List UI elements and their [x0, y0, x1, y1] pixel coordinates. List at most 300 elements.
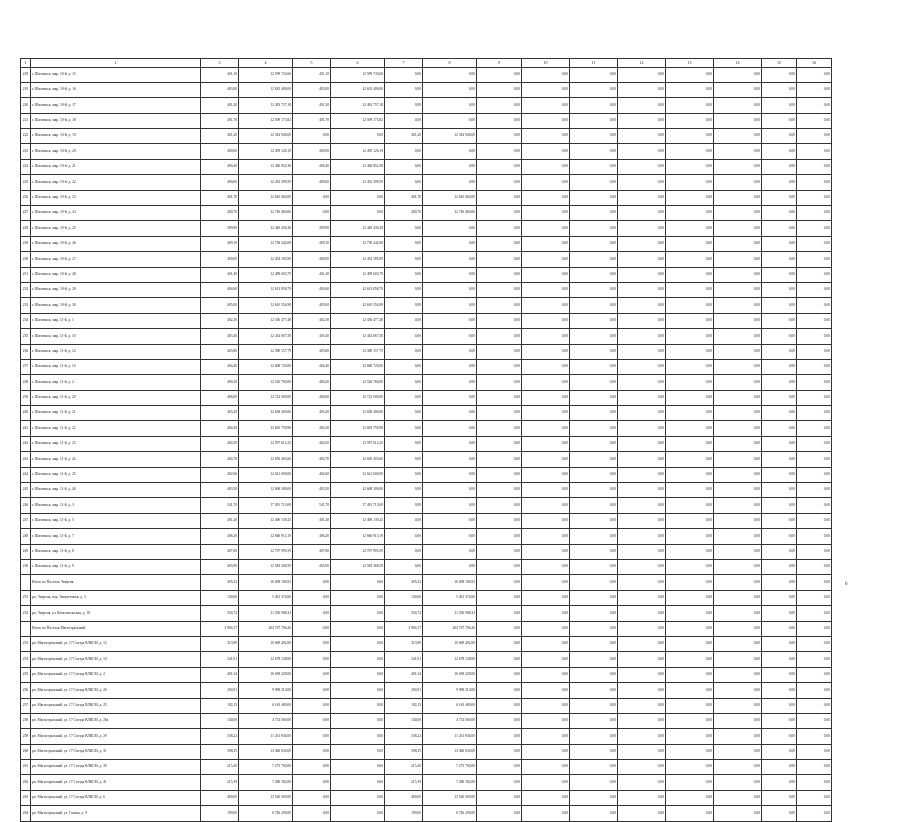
value-cell: 495,52 — [385, 575, 423, 590]
value-cell: 0,00 — [666, 375, 714, 390]
value-cell: 0,00 — [331, 606, 385, 621]
row-index-cell: 254 — [21, 652, 31, 667]
value-cell: 401,10 — [293, 67, 331, 82]
value-cell: 0,00 — [797, 790, 832, 805]
value-cell: 0,00 — [714, 221, 762, 236]
value-cell: 0,00 — [522, 575, 570, 590]
value-cell: 400,70 — [385, 206, 423, 221]
value-cell: 12 452 399,59 — [331, 175, 385, 190]
value-cell: 0,00 — [666, 575, 714, 590]
value-cell: 0,00 — [797, 344, 832, 359]
value-cell: 0,00 — [423, 82, 477, 97]
value-cell: 0,00 — [618, 236, 666, 251]
value-cell: 403,90 — [293, 560, 331, 575]
row-index-cell — [21, 575, 31, 590]
value-cell: 0,00 — [762, 98, 797, 113]
address-cell: рп. Магистральный, ул. 17 Съезда ВЛКСМ, д. 29 — [31, 729, 201, 744]
value-cell: 0,00 — [618, 159, 666, 174]
value-cell: 0,00 — [714, 113, 762, 128]
value-cell: 17 491 713,69 — [239, 498, 293, 513]
table-row — [21, 744, 832, 759]
row-index-cell: 238 — [21, 375, 31, 390]
value-cell: 0,00 — [762, 698, 797, 713]
row-index-cell: 260 — [21, 744, 31, 759]
value-cell: 0,00 — [423, 406, 477, 421]
value-cell: 0,00 — [385, 390, 423, 405]
value-cell: 0,00 — [423, 113, 477, 128]
value-cell: 0,00 — [331, 806, 385, 821]
value-cell: 0,00 — [293, 606, 331, 621]
value-cell: 140,00 — [201, 713, 239, 728]
value-cell: 12 583 368,59 — [239, 560, 293, 575]
value-cell: 0,00 — [522, 267, 570, 282]
value-cell: 7 273 760,00 — [239, 760, 293, 775]
value-cell: 0,00 — [293, 206, 331, 221]
value-cell: 401,20 — [293, 513, 331, 528]
value-cell: 7 280 182,00 — [239, 775, 293, 790]
row-index-cell: 232 — [21, 282, 31, 297]
value-cell: 7 273 760,00 — [423, 760, 477, 775]
table-row — [21, 390, 832, 405]
value-cell: 0,00 — [477, 190, 522, 205]
value-cell: 0,00 — [477, 144, 522, 159]
value-cell: 0,00 — [618, 790, 666, 805]
value-cell: 0,00 — [618, 436, 666, 451]
value-cell: 0,00 — [570, 452, 618, 467]
value-cell: 0,00 — [522, 698, 570, 713]
value-cell: 0,00 — [714, 313, 762, 328]
value-cell: 0,00 — [331, 206, 385, 221]
column-number-cell: 14 — [714, 59, 762, 68]
value-cell: 11 256 968,32 — [423, 606, 477, 621]
value-cell: 0,00 — [797, 529, 832, 544]
value-cell: 0,00 — [522, 436, 570, 451]
value-cell: 140,00 — [385, 713, 423, 728]
value-cell: 0,00 — [714, 806, 762, 821]
value-cell: 12 650 403,60 — [239, 452, 293, 467]
value-cell: 0,00 — [618, 329, 666, 344]
value-cell: 0,00 — [618, 406, 666, 421]
value-cell: 12 610 554,98 — [331, 298, 385, 313]
value-cell: 0,00 — [666, 452, 714, 467]
value-cell: 0,00 — [797, 129, 832, 144]
value-cell: 0,00 — [714, 775, 762, 790]
value-cell: 0,00 — [570, 375, 618, 390]
column-number-cell: 10 — [522, 59, 570, 68]
table-row — [21, 498, 832, 513]
value-cell: 0,00 — [522, 544, 570, 559]
value-cell: 0,00 — [477, 390, 522, 405]
table-row — [21, 806, 832, 821]
value-cell: 0,00 — [522, 560, 570, 575]
table-row — [21, 606, 832, 621]
value-cell: 401,40 — [293, 267, 331, 282]
value-cell: 0,00 — [477, 498, 522, 513]
value-cell: 0,00 — [797, 298, 832, 313]
value-cell: 404,50 — [293, 436, 331, 451]
value-cell: 0,00 — [714, 683, 762, 698]
value-cell: 406,00 — [293, 390, 331, 405]
value-cell: 0,00 — [331, 590, 385, 605]
address-cell: г. Шахтинск, мкр. 11-й, д. 1 — [31, 313, 201, 328]
value-cell: 0,00 — [666, 806, 714, 821]
value-cell: 6 165 480,00 — [239, 698, 293, 713]
value-cell: 0,00 — [570, 67, 618, 82]
value-cell: 0,00 — [522, 206, 570, 221]
value-cell: 6 165 480,00 — [423, 698, 477, 713]
value-cell: 0,00 — [762, 744, 797, 759]
value-cell: 0,00 — [797, 713, 832, 728]
row-index-cell: 225 — [21, 175, 31, 190]
row-index-cell: 246 — [21, 498, 31, 513]
address-cell: г. Шахтинск, мкр. 10-й, д. 21 — [31, 159, 201, 174]
value-cell: 0,00 — [618, 206, 666, 221]
value-cell: 0,00 — [666, 713, 714, 728]
value-cell: 404,70 — [293, 452, 331, 467]
row-index-cell: 241 — [21, 421, 31, 436]
value-cell: 0,00 — [797, 590, 832, 605]
value-cell: 294,91 — [385, 683, 423, 698]
value-cell: 11 431 836,00 — [239, 729, 293, 744]
address-cell: рп. Магистральный, ул. 17 Съезда ВЛКСМ, д. 14 — [31, 652, 201, 667]
value-cell: 403,00 — [201, 82, 239, 97]
value-cell: 404,40 — [201, 359, 239, 374]
value-cell: 0,00 — [331, 775, 385, 790]
value-cell: 12 613 858,79 — [239, 282, 293, 297]
value-cell: 0,00 — [618, 667, 666, 682]
value-cell: 407,60 — [201, 544, 239, 559]
value-cell: 0,00 — [618, 452, 666, 467]
address-cell: г. Шахтинск, мкр. 11-й, д. 24 — [31, 452, 201, 467]
value-cell: 0,00 — [477, 698, 522, 713]
value-cell: 0,00 — [762, 329, 797, 344]
value-cell: 0,00 — [477, 590, 522, 605]
value-cell: 0,00 — [666, 436, 714, 451]
value-cell: 0,00 — [714, 606, 762, 621]
value-cell: 0,00 — [714, 82, 762, 97]
value-cell: 0,00 — [293, 652, 331, 667]
address-cell: г. Шахтинск, мкр. 11-й, д. 25 — [31, 467, 201, 482]
value-cell: 12 599 743,60 — [239, 67, 293, 82]
value-cell: 0,00 — [385, 144, 423, 159]
value-cell: 12 452 399,59 — [239, 175, 293, 190]
value-cell: 0,00 — [570, 98, 618, 113]
value-cell: 495,52 — [201, 575, 239, 590]
column-number-cell: 8 — [423, 59, 477, 68]
value-cell: 3 904,17 — [201, 621, 239, 636]
value-cell: 0,00 — [331, 190, 385, 205]
value-cell: 0,00 — [762, 113, 797, 128]
value-cell: 0,00 — [477, 375, 522, 390]
value-cell: 399,90 — [201, 221, 239, 236]
value-cell: 0,00 — [797, 729, 832, 744]
value-cell: 0,00 — [666, 760, 714, 775]
value-cell: 0,00 — [477, 606, 522, 621]
value-cell: 0,00 — [293, 698, 331, 713]
address-cell: г. Шахтинск, мкр. 11-й, д. 8 — [31, 544, 201, 559]
value-cell: 0,00 — [666, 313, 714, 328]
value-cell: 10 669 492,00 — [239, 636, 293, 651]
address-cell: г. Шахтинск, мкр. 10-й, д. 29 — [31, 282, 201, 297]
value-cell: 0,00 — [618, 744, 666, 759]
value-cell: 0,00 — [570, 544, 618, 559]
row-index-cell: 243 — [21, 452, 31, 467]
value-cell: 0,00 — [714, 175, 762, 190]
value-cell: 0,00 — [522, 452, 570, 467]
value-cell: 0,00 — [423, 252, 477, 267]
value-cell: 0,00 — [423, 344, 477, 359]
value-cell: 0,00 — [797, 621, 832, 636]
value-cell: 0,00 — [762, 590, 797, 605]
value-cell: 0,00 — [331, 636, 385, 651]
value-cell: 12 621 600,00 — [331, 467, 385, 482]
value-cell: 0,00 — [570, 483, 618, 498]
value-cell: 12 597 612,25 — [331, 436, 385, 451]
value-cell: 313,89 — [201, 636, 239, 651]
table-row — [21, 344, 832, 359]
value-cell: 0,00 — [618, 713, 666, 728]
value-cell: 10 669 492,00 — [423, 636, 477, 651]
value-cell: 0,00 — [666, 129, 714, 144]
value-cell: 0,00 — [666, 82, 714, 97]
value-cell: 0,00 — [762, 236, 797, 251]
value-cell: 0,00 — [618, 467, 666, 482]
value-cell: 0,00 — [797, 252, 832, 267]
row-index-cell: 227 — [21, 206, 31, 221]
value-cell: 400,00 — [201, 144, 239, 159]
value-cell: 354,72 — [201, 606, 239, 621]
value-cell: 0,00 — [477, 159, 522, 174]
value-cell: 215,20 — [385, 760, 423, 775]
value-cell: 0,00 — [618, 698, 666, 713]
value-cell: 354,72 — [385, 606, 423, 621]
value-cell: 12 496 139,25 — [331, 513, 385, 528]
value-cell: 0,00 — [570, 436, 618, 451]
value-cell: 0,00 — [714, 575, 762, 590]
value-cell: 0,00 — [423, 98, 477, 113]
row-index-cell: 247 — [21, 513, 31, 528]
value-cell: 0,00 — [714, 344, 762, 359]
row-index-cell: 239 — [21, 390, 31, 405]
value-cell: 0,00 — [762, 190, 797, 205]
value-cell: 0,00 — [714, 129, 762, 144]
value-cell: 12 722 000,00 — [239, 390, 293, 405]
address-cell: г. Шахтинск, мкр. 10-й, д. 30 — [31, 298, 201, 313]
value-cell: 0,00 — [522, 590, 570, 605]
value-cell: 0,00 — [797, 452, 832, 467]
value-cell: 0,00 — [666, 683, 714, 698]
value-cell: 12 635 400,00 — [239, 82, 293, 97]
address-cell: г. Шахтинск, мкр. 10-й, д. 27 — [31, 252, 201, 267]
value-cell: 0,00 — [423, 375, 477, 390]
value-cell: 0,00 — [570, 606, 618, 621]
value-cell: 0,00 — [293, 190, 331, 205]
value-cell: 4 733 000,00 — [239, 713, 293, 728]
table-row — [21, 82, 832, 97]
value-cell: 0,00 — [570, 236, 618, 251]
value-cell: 0,00 — [714, 621, 762, 636]
value-cell: 0,00 — [797, 67, 832, 82]
value-cell: 0,00 — [293, 729, 331, 744]
value-cell: 12 499 603,79 — [239, 267, 293, 282]
value-cell: 12 460 852,38 — [331, 159, 385, 174]
value-cell: 0,00 — [423, 144, 477, 159]
value-cell: 12 509 173,82 — [239, 113, 293, 128]
value-cell: 12 707 995,59 — [331, 544, 385, 559]
table-row — [21, 359, 832, 374]
table-row — [21, 652, 832, 667]
value-cell: 140,60 — [385, 590, 423, 605]
value-cell: 401,20 — [201, 513, 239, 528]
value-cell: 12 645 060,00 — [239, 190, 293, 205]
value-cell: 215,39 — [201, 775, 239, 790]
row-index-cell: 228 — [21, 221, 31, 236]
value-cell: 0,00 — [666, 298, 714, 313]
row-index-cell: 229 — [21, 236, 31, 251]
value-cell: 0,00 — [570, 298, 618, 313]
value-cell: 0,00 — [666, 67, 714, 82]
value-cell: 0,00 — [762, 729, 797, 744]
value-cell: 400,70 — [201, 206, 239, 221]
table-row — [21, 129, 832, 144]
value-cell: 0,00 — [385, 252, 423, 267]
row-index-cell: 258 — [21, 713, 31, 728]
value-cell: 0,00 — [385, 236, 423, 251]
value-cell: 0,00 — [293, 744, 331, 759]
value-cell: 0,00 — [797, 698, 832, 713]
row-index-cell: 259 — [21, 729, 31, 744]
value-cell: 0,00 — [385, 560, 423, 575]
value-cell: 0,00 — [666, 544, 714, 559]
value-cell: 0,00 — [522, 606, 570, 621]
value-cell: 0,00 — [570, 313, 618, 328]
value-cell: 0,00 — [618, 390, 666, 405]
value-cell: 12 738 442,08 — [331, 236, 385, 251]
value-cell: 0,00 — [385, 467, 423, 482]
value-cell: 0,00 — [797, 359, 832, 374]
value-cell: 0,00 — [331, 667, 385, 682]
value-cell: 12 459 126,19 — [239, 144, 293, 159]
value-cell: 0,00 — [570, 421, 618, 436]
value-cell: 12 707 995,59 — [239, 544, 293, 559]
value-cell: 0,00 — [762, 575, 797, 590]
value-cell: 0,00 — [762, 406, 797, 421]
value-cell: 0,00 — [423, 529, 477, 544]
value-cell: 401,70 — [201, 190, 239, 205]
value-cell: 12 449 436,38 — [331, 221, 385, 236]
value-cell: 401,20 — [293, 98, 331, 113]
value-cell: 0,00 — [797, 606, 832, 621]
value-cell: 12 563 940,00 — [239, 129, 293, 144]
value-cell: 0,00 — [714, 483, 762, 498]
value-cell: 0,00 — [477, 282, 522, 297]
value-cell: 0,00 — [570, 760, 618, 775]
value-cell: 0,00 — [477, 483, 522, 498]
value-cell: 12 599 743,60 — [331, 67, 385, 82]
value-cell: 400,20 — [201, 375, 239, 390]
value-cell: 0,00 — [797, 436, 832, 451]
value-cell: 0,00 — [331, 729, 385, 744]
value-cell: 11 431 836,00 — [423, 729, 477, 744]
value-cell: 0,00 — [666, 390, 714, 405]
address-cell: г. Шахтинск, мкр. 10-й, д. 25 — [31, 221, 201, 236]
value-cell: 0,00 — [570, 652, 618, 667]
value-cell: 0,00 — [522, 498, 570, 513]
address-cell: г. Шахтинск, мкр. 11-й, д. 20 — [31, 390, 201, 405]
value-cell: 409,10 — [201, 236, 239, 251]
value-cell: 12 660 913,19 — [239, 529, 293, 544]
value-cell: 0,00 — [385, 221, 423, 236]
value-cell: 0,00 — [477, 236, 522, 251]
column-number-cell: 11 — [570, 59, 618, 68]
value-cell: 400,00 — [201, 175, 239, 190]
table-row — [21, 175, 832, 190]
value-cell: 0,00 — [762, 483, 797, 498]
value-cell: 401,70 — [201, 113, 239, 128]
value-cell: 0,00 — [570, 698, 618, 713]
value-cell: 404,60 — [201, 282, 239, 297]
value-cell: 541,70 — [293, 498, 331, 513]
value-cell: 400,00 — [201, 252, 239, 267]
value-cell: 0,00 — [714, 359, 762, 374]
value-cell: 12 460 852,38 — [239, 159, 293, 174]
row-index-cell: 237 — [21, 359, 31, 374]
value-cell: 0,00 — [570, 513, 618, 528]
row-index-cell: 262 — [21, 775, 31, 790]
value-cell: 0,00 — [423, 159, 477, 174]
value-cell: 0,00 — [423, 483, 477, 498]
value-cell: 0,00 — [714, 498, 762, 513]
value-cell: 0,00 — [570, 806, 618, 821]
value-cell: 12 722 000,00 — [331, 390, 385, 405]
value-cell: 0,00 — [666, 221, 714, 236]
value-cell: 0,00 — [714, 206, 762, 221]
value-cell: 0,00 — [385, 359, 423, 374]
value-cell: 12 603 759,98 — [239, 421, 293, 436]
value-cell: 0,00 — [618, 98, 666, 113]
value-cell: 12 492 757,18 — [239, 98, 293, 113]
value-cell: 0,00 — [570, 529, 618, 544]
row-index-cell: 256 — [21, 683, 31, 698]
value-cell: 0,00 — [423, 544, 477, 559]
table-row — [21, 159, 832, 174]
value-cell: 0,00 — [797, 498, 832, 513]
value-cell: 0,00 — [666, 282, 714, 297]
value-cell: 0,00 — [477, 513, 522, 528]
value-cell: 0,00 — [618, 575, 666, 590]
row-index-cell: 249 — [21, 544, 31, 559]
value-cell: 0,00 — [477, 760, 522, 775]
value-cell: 0,00 — [618, 513, 666, 528]
value-cell: 0,00 — [477, 82, 522, 97]
address-cell: г. Шахтинск, мкр. 11-й, д. 3 — [31, 498, 201, 513]
value-cell: 0,00 — [762, 498, 797, 513]
table-row — [21, 698, 832, 713]
value-cell: 12 563 940,00 — [423, 129, 477, 144]
value-cell: 0,00 — [714, 329, 762, 344]
value-cell: 0,00 — [618, 652, 666, 667]
value-cell: 0,00 — [714, 513, 762, 528]
value-cell: 0,00 — [293, 129, 331, 144]
value-cell: 0,00 — [423, 498, 477, 513]
value-cell: 12 613 858,79 — [331, 282, 385, 297]
value-cell: 0,00 — [477, 667, 522, 682]
value-cell: 0,00 — [666, 636, 714, 651]
value-cell: 402,30 — [201, 313, 239, 328]
address-cell: г. Шахтинск, мкр. 10-й, д. 26 — [31, 236, 201, 251]
value-cell: 0,00 — [477, 113, 522, 128]
value-cell: 0,00 — [618, 806, 666, 821]
